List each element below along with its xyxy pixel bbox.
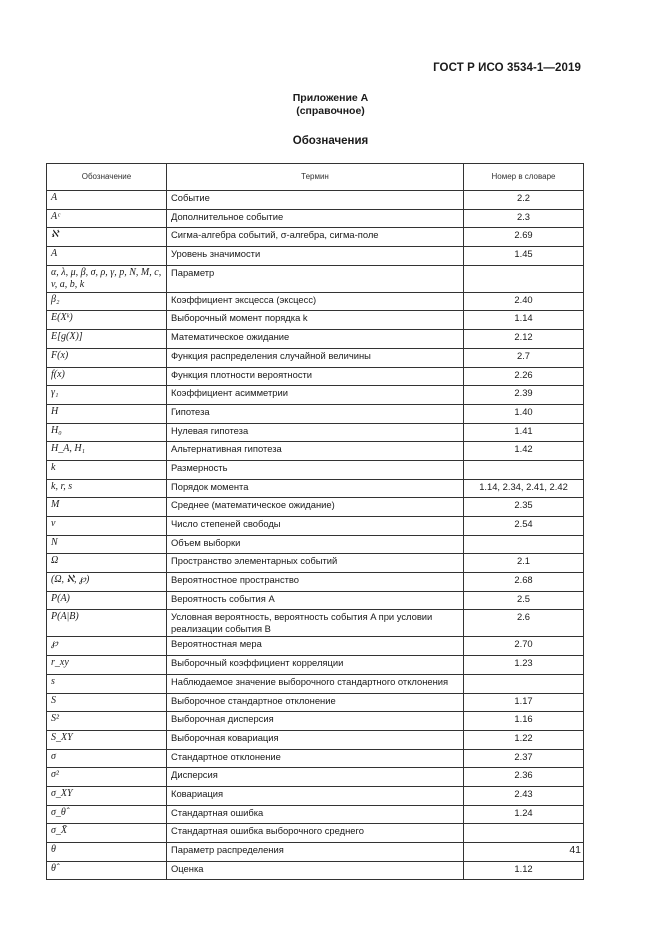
term-cell: Функция плотности вероятности	[167, 367, 464, 386]
symbol-cell: σ_X̄	[47, 824, 167, 843]
symbol-cell: N	[47, 535, 167, 554]
term-cell: Вероятностное пространство	[167, 573, 464, 592]
table-row	[47, 247, 584, 266]
number-cell: 2.3	[464, 209, 584, 228]
number-cell	[464, 843, 584, 862]
term-cell: Коэффициент эксцесса (эксцесс)	[167, 292, 464, 311]
table-row	[47, 573, 584, 592]
table-row	[47, 749, 584, 768]
number-cell: 2.70	[464, 637, 584, 656]
table-row	[47, 637, 584, 656]
number-cell: 2.39	[464, 386, 584, 405]
symbol-cell: σ	[47, 749, 167, 768]
term-cell: Уровень значимости	[167, 247, 464, 266]
term-cell: Выборочное стандартное отклонение	[167, 693, 464, 712]
table-row	[47, 591, 584, 610]
table-row	[47, 730, 584, 749]
number-cell: 1.24	[464, 805, 584, 824]
appendix-title: Приложение А	[292, 92, 369, 104]
table-row	[47, 861, 584, 880]
number-cell: 2.69	[464, 228, 584, 247]
table-row	[47, 535, 584, 554]
column-header-symbol: Обозначение	[47, 164, 167, 191]
number-cell: 2.6	[464, 610, 584, 637]
symbol-cell: Ω	[47, 554, 167, 573]
term-cell: Функция распределения случайной величины	[167, 348, 464, 367]
table-body	[47, 191, 584, 880]
number-cell: 1.14, 2.34, 2.41, 2.42	[464, 479, 584, 498]
term-cell: Ковариация	[167, 786, 464, 805]
table-row	[47, 610, 584, 637]
number-cell: 2.1	[464, 554, 584, 573]
number-cell: 2.26	[464, 367, 584, 386]
term-cell: Размерность	[167, 460, 464, 479]
term-cell: Оценка	[167, 861, 464, 880]
table-row	[47, 843, 584, 862]
term-cell: Альтернативная гипотеза	[167, 442, 464, 461]
symbol-cell: f(x)	[47, 367, 167, 386]
notation-table	[46, 163, 584, 880]
table-row	[47, 423, 584, 442]
term-cell: Вероятностная мера	[167, 637, 464, 656]
table-row	[47, 209, 584, 228]
number-cell: 2.12	[464, 330, 584, 349]
table-row	[47, 674, 584, 693]
term-cell: Выборочная дисперсия	[167, 712, 464, 731]
table-row	[47, 265, 584, 292]
column-header-number: Номер в словаре	[464, 164, 584, 191]
table-row	[47, 442, 584, 461]
document-code: ГОСТ Р ИСО 3534-1—2019	[433, 62, 581, 74]
number-cell: 2.5	[464, 591, 584, 610]
table-row	[47, 386, 584, 405]
number-cell: 2.35	[464, 498, 584, 517]
table-header-row	[47, 164, 584, 191]
symbol-cell: β₂	[47, 292, 167, 311]
symbol-cell: θ	[47, 843, 167, 862]
number-cell: 2.40	[464, 292, 584, 311]
symbol-cell: v	[47, 517, 167, 536]
symbol-cell: k	[47, 460, 167, 479]
term-cell: Стандартная ошибка выборочного среднего	[167, 824, 464, 843]
symbol-cell: P(A|B)	[47, 610, 167, 637]
term-cell: Объем выборки	[167, 535, 464, 554]
symbol-cell: S²	[47, 712, 167, 731]
number-cell: 1.45	[464, 247, 584, 266]
number-cell: 2.2	[464, 191, 584, 210]
table-row	[47, 330, 584, 349]
term-cell: Параметр распределения	[167, 843, 464, 862]
table-row	[47, 498, 584, 517]
table-row	[47, 228, 584, 247]
symbol-cell: s	[47, 674, 167, 693]
number-cell: 1.40	[464, 404, 584, 423]
number-cell: 1.16	[464, 712, 584, 731]
symbol-cell: E(Xᵏ)	[47, 311, 167, 330]
term-cell: Стандартная ошибка	[167, 805, 464, 824]
symbol-cell: S_XY	[47, 730, 167, 749]
table-row	[47, 656, 584, 675]
symbol-cell: α, λ, μ, β, σ, ρ, γ, p, N, M, c, v, a, b, k	[47, 265, 167, 292]
number-cell	[464, 460, 584, 479]
number-cell: 1.42	[464, 442, 584, 461]
column-header-term: Термин	[167, 164, 464, 191]
symbol-cell: ℘	[47, 637, 167, 656]
number-cell: 1.41	[464, 423, 584, 442]
term-cell: Выборочный коэффициент корреляции	[167, 656, 464, 675]
number-cell: 2.7	[464, 348, 584, 367]
page-number: 41	[569, 844, 581, 856]
table-row	[47, 460, 584, 479]
symbol-cell: A	[47, 247, 167, 266]
table-row	[47, 805, 584, 824]
number-cell: 2.54	[464, 517, 584, 536]
table-row	[47, 404, 584, 423]
number-cell: 1.23	[464, 656, 584, 675]
term-cell: Выборочная ковариация	[167, 730, 464, 749]
table-row	[47, 712, 584, 731]
term-cell: Сигма-алгебра событий, σ-алгебра, сигма-поле	[167, 228, 464, 247]
symbol-cell: γ₁	[47, 386, 167, 405]
term-cell: Гипотеза	[167, 404, 464, 423]
appendix-subtitle: (справочное)	[296, 105, 365, 117]
symbol-cell: (Ω, ℵ, ℘)	[47, 573, 167, 592]
symbol-cell: k, r, s	[47, 479, 167, 498]
table-row	[47, 191, 584, 210]
term-cell: Вероятность события A	[167, 591, 464, 610]
table-row	[47, 786, 584, 805]
symbol-cell: θ̂	[47, 861, 167, 880]
term-cell: Коэффициент асимметрии	[167, 386, 464, 405]
number-cell: 1.17	[464, 693, 584, 712]
symbol-cell: r_xy	[47, 656, 167, 675]
number-cell: 1.14	[464, 311, 584, 330]
term-cell: Дисперсия	[167, 768, 464, 787]
section-title: Обозначения	[292, 135, 369, 147]
symbol-cell: P(A)	[47, 591, 167, 610]
table-row	[47, 768, 584, 787]
number-cell: 2.68	[464, 573, 584, 592]
term-cell: Условная вероятность, вероятность события A при условии реализации события B	[167, 610, 464, 637]
table-row	[47, 367, 584, 386]
symbol-cell: M	[47, 498, 167, 517]
symbol-cell: Aᶜ	[47, 209, 167, 228]
number-cell	[464, 674, 584, 693]
symbol-cell: F(x)	[47, 348, 167, 367]
number-cell: 2.37	[464, 749, 584, 768]
number-cell	[464, 535, 584, 554]
number-cell	[464, 824, 584, 843]
term-cell: Параметр	[167, 265, 464, 292]
term-cell: Нулевая гипотеза	[167, 423, 464, 442]
symbol-cell: σ_θ̂	[47, 805, 167, 824]
table-row	[47, 348, 584, 367]
number-cell: 1.22	[464, 730, 584, 749]
term-cell: Среднее (математическое ожидание)	[167, 498, 464, 517]
term-cell: Событие	[167, 191, 464, 210]
symbol-cell: S	[47, 693, 167, 712]
symbol-cell: H_A, H₁	[47, 442, 167, 461]
symbol-cell: σ²	[47, 768, 167, 787]
term-cell: Выборочный момент порядка k	[167, 311, 464, 330]
symbol-cell: H₀	[47, 423, 167, 442]
appendix-heading	[0, 92, 661, 118]
number-cell: 2.36	[464, 768, 584, 787]
number-cell: 1.12	[464, 861, 584, 880]
symbol-cell: E[g(X)]	[47, 330, 167, 349]
table-row	[47, 517, 584, 536]
term-cell: Дополнительное событие	[167, 209, 464, 228]
term-cell: Математическое ожидание	[167, 330, 464, 349]
term-cell: Стандартное отклонение	[167, 749, 464, 768]
table-row	[47, 479, 584, 498]
symbol-cell: σ_XY	[47, 786, 167, 805]
term-cell: Порядок момента	[167, 479, 464, 498]
symbol-cell: H	[47, 404, 167, 423]
number-cell	[464, 265, 584, 292]
term-cell: Наблюдаемое значение выборочного стандартного отклонения	[167, 674, 464, 693]
symbol-cell: ℵ	[47, 228, 167, 247]
table-row	[47, 693, 584, 712]
table-row	[47, 311, 584, 330]
symbol-cell: A	[47, 191, 167, 210]
term-cell: Пространство элементарных событий	[167, 554, 464, 573]
table-row	[47, 554, 584, 573]
term-cell: Число степеней свободы	[167, 517, 464, 536]
number-cell: 2.43	[464, 786, 584, 805]
table-row	[47, 292, 584, 311]
table-row	[47, 824, 584, 843]
